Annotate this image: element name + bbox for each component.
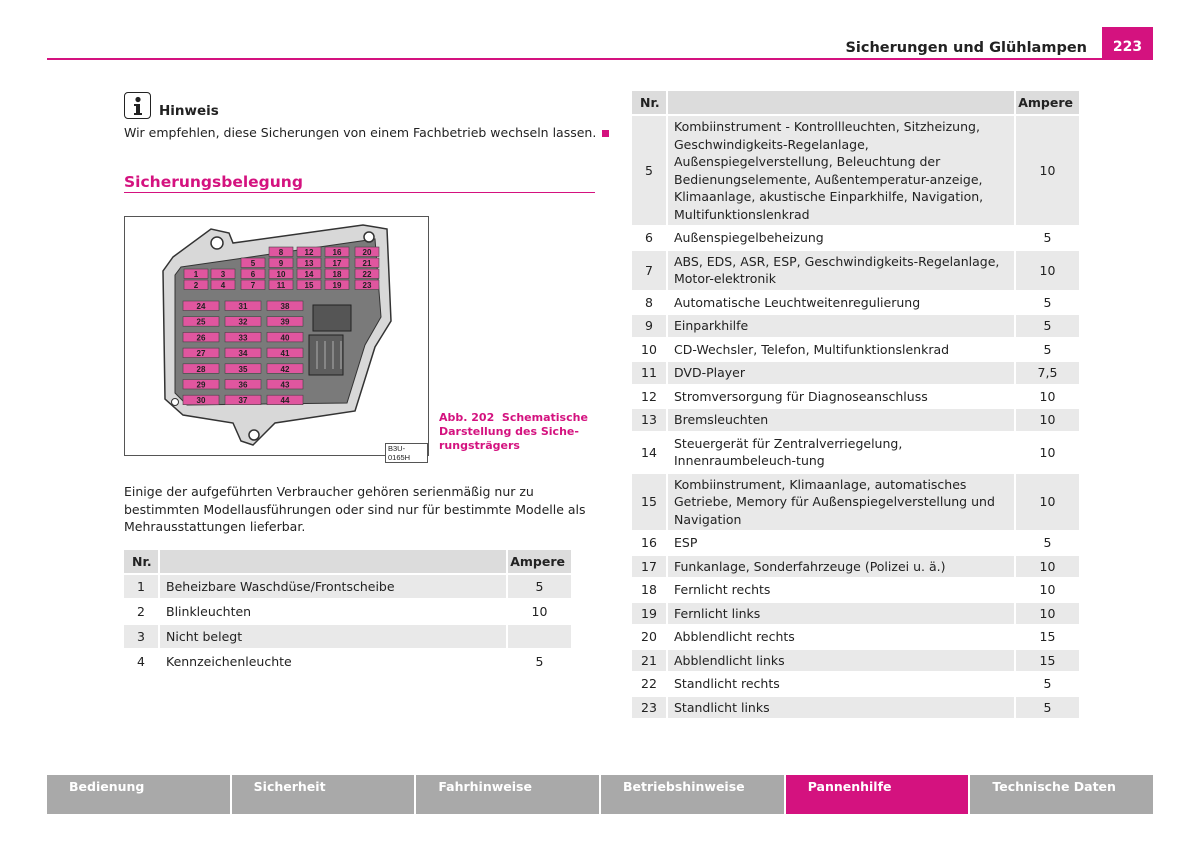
cell-desc: Automatische Leuchtweitenregulierung [667,291,1015,315]
cell-desc: Fernlicht rechts [667,578,1015,602]
cell-ampere [507,624,572,649]
cell-desc: Steuergerät für Zentralverriegelung, Innenraumbeleuch-tung [667,432,1015,473]
cell-ampere: 5 [507,649,572,674]
fuse-label: 24 [196,302,206,311]
cell-ampere: 5 [1015,696,1080,720]
chapter-tab[interactable]: Sicherheit [232,775,415,814]
cell-ampere: 5 [507,574,572,599]
fuse-label: 25 [196,317,206,327]
table-row [632,578,1080,602]
cell-desc: Standlicht rechts [667,672,1015,696]
fuse-label: 35 [238,364,248,374]
note-text [124,125,609,140]
chapter-tab[interactable]: Pannenhilfe [786,775,969,814]
cell-ampere: 15 [1015,649,1080,673]
fuse-label: 38 [280,302,290,311]
cell-ampere: 10 [507,599,572,624]
cell-ampere: 10 [1015,432,1080,473]
section-title: Sicherungsbelegung [124,173,303,191]
table-row [124,624,572,649]
cell-ampere: 5 [1015,531,1080,555]
fuse-label: 22 [362,270,372,279]
fuse-label: 8 [278,248,284,257]
fuse-label: 29 [196,380,206,390]
cell-nr: 5 [632,115,667,226]
table-row [632,250,1080,291]
cell-desc: CD-Wechsler, Telefon, Multifunktionslenkrad [667,338,1015,362]
cell-nr: 4 [124,649,159,674]
figure-code: B3U-0165H [385,443,428,463]
cell-desc: Bremsleuchten [667,408,1015,432]
fuse-label: 9 [278,259,284,268]
cell-nr: 16 [632,531,667,555]
chapter-tab[interactable]: Fahrhinweise [416,775,599,814]
col-header-ampere: Ampere [1015,91,1080,115]
fuse-label: 18 [332,270,342,279]
info-icon [124,92,151,119]
header-rule [47,58,1153,60]
cell-desc: Abblendlicht rechts [667,625,1015,649]
page-header-title: Sicherungen und Glühlampen [845,40,1087,56]
fuse-label: 32 [238,317,248,327]
fuse-label: 15 [304,281,314,290]
cell-ampere: 5 [1015,672,1080,696]
fuse-label: 43 [280,380,290,390]
cell-nr: 19 [632,602,667,626]
fuse-label: 4 [220,281,226,290]
table-row [632,473,1080,532]
cell-ampere: 5 [1015,314,1080,338]
table-row [632,361,1080,385]
cell-ampere: 7,5 [1015,361,1080,385]
fuse-box-figure [124,216,429,462]
cell-nr: 7 [632,250,667,291]
cell-ampere: 15 [1015,625,1080,649]
cell-ampere: 5 [1015,226,1080,250]
cell-desc: Außenspiegelbeheizung [667,226,1015,250]
cell-ampere: 5 [1015,338,1080,362]
fuse-label: 37 [238,396,248,406]
table-row [632,314,1080,338]
fuse-label: 28 [196,364,206,374]
cell-ampere: 5 [1015,291,1080,315]
caption-label: Abb. 202 [439,411,495,424]
cell-desc: DVD-Player [667,361,1015,385]
table-row [632,672,1080,696]
fuse-label: 40 [280,333,290,343]
table-row [632,115,1080,226]
cell-ampere: 10 [1015,555,1080,579]
cell-ampere: 10 [1015,250,1080,291]
cell-desc: Kombiinstrument - Kontrollleuchten, Sitzheizung, Geschwindigkeits-Regelanlage, Außenspiegelverstellung, Beleuchtung der Bedienungselemente, Außentemperatur-anzeige, Klimaanlage, akustische Einparkhilfe, Navigation, Multifunktionslenkrad [667,115,1015,226]
fuse-label: 31 [238,302,248,311]
cell-nr: 3 [124,624,159,649]
fuse-label: 7 [250,281,256,290]
cell-nr: 11 [632,361,667,385]
mounting-hole [172,399,179,406]
cell-desc: Stromversorgung für Diagnoseanschluss [667,385,1015,409]
fuse-label: 33 [238,333,248,343]
cell-nr: 8 [632,291,667,315]
cell-desc: Beheizbare Waschdüse/Frontscheibe [159,574,507,599]
table-row [632,555,1080,579]
cell-ampere: 10 [1015,115,1080,226]
table-row [124,574,572,599]
fuse-label: 20 [362,248,372,257]
chapter-tab[interactable]: Betriebshinweise [601,775,784,814]
cell-desc: Kombiinstrument, Klimaanlage, automatisches Getriebe, Memory für Außenspiegelverstellung und Navigation [667,473,1015,532]
cell-nr: 10 [632,338,667,362]
cell-desc: Standlicht links [667,696,1015,720]
cell-nr: 9 [632,314,667,338]
end-marker-icon [602,130,609,137]
cell-desc: Fernlicht links [667,602,1015,626]
col-header-desc [159,550,507,574]
cell-nr: 2 [124,599,159,624]
cell-nr: 1 [124,574,159,599]
table-row [632,696,1080,720]
cell-ampere: 10 [1015,578,1080,602]
fuse-label: 5 [250,259,256,268]
mounting-hole [211,237,223,249]
fuse-label: 42 [280,364,290,374]
cell-nr: 22 [632,672,667,696]
figure-caption [439,411,589,453]
cell-desc: Kennzeichenleuchte [159,649,507,674]
table-row [632,226,1080,250]
fuse-label: 1 [193,270,199,279]
cell-nr: 14 [632,432,667,473]
col-header-nr: Nr. [632,91,667,115]
cell-desc: ESP [667,531,1015,555]
note-text-content: Wir empfehlen, diese Sicherungen von einem Fachbetrieb wechseln lassen. [124,125,597,140]
fuse-table-1 [124,550,573,675]
fuse-label: 11 [276,281,286,290]
table-row [632,649,1080,673]
table-row [632,338,1080,362]
fuse-label: 13 [304,259,314,268]
fuse-label: 23 [362,281,372,290]
table-row [632,291,1080,315]
cell-nr: 17 [632,555,667,579]
section-rule [124,192,595,193]
relay-block [313,305,351,331]
caption-text: Schematische Darstellung des Siche-rungsträgers [439,411,588,452]
mounting-hole [249,430,259,440]
fuse-table-2 [632,91,1081,720]
cell-desc: Einparkhilfe [667,314,1015,338]
chapter-tabs [47,775,1153,814]
fuse-box-diagram [125,217,428,455]
fuse-label: 34 [238,349,248,359]
table-row [632,602,1080,626]
cell-nr: 20 [632,625,667,649]
page-number: 223 [1102,27,1153,60]
table-row [632,432,1080,473]
fuse-label: 39 [280,317,290,327]
cell-ampere: 10 [1015,408,1080,432]
cell-desc: Funkanlage, Sonderfahrzeuge (Polizei u. ä.) [667,555,1015,579]
col-header-nr: Nr. [124,550,159,574]
cell-nr: 18 [632,578,667,602]
fuse-label: 17 [332,259,342,268]
cell-nr: 23 [632,696,667,720]
fuse-label: 3 [220,270,226,279]
fuse-label: 41 [280,349,290,359]
cell-ampere: 10 [1015,385,1080,409]
cell-ampere: 10 [1015,602,1080,626]
table-row [632,385,1080,409]
chapter-tab[interactable]: Bedienung [47,775,230,814]
cell-desc: Nicht belegt [159,624,507,649]
fuse-label: 10 [276,270,286,279]
cell-nr: 12 [632,385,667,409]
col-header-desc [667,91,1015,115]
mounting-hole [364,232,374,242]
cell-nr: 21 [632,649,667,673]
fuse-label: 19 [332,281,342,290]
fuse-label: 26 [196,333,206,343]
table-row [632,625,1080,649]
fuse-label: 36 [238,380,248,390]
fuse-label: 44 [280,396,290,406]
cell-nr: 13 [632,408,667,432]
cell-desc: ABS, EDS, ASR, ESP, Geschwindigkeits-Regelanlage, Motor-elektronik [667,250,1015,291]
cell-nr: 15 [632,473,667,532]
fuse-label: 30 [196,396,206,406]
intro-text: Einige der aufgeführten Verbraucher gehören serienmäßig nur zu bestimmten Modellausführungen oder sind nur für bestimmte Modelle als Mehrausstattungen lieferbar. [124,484,586,534]
table-row [632,408,1080,432]
cell-desc: Abblendlicht links [667,649,1015,673]
chapter-tab[interactable]: Technische Daten [970,775,1153,814]
cell-ampere: 10 [1015,473,1080,532]
fuse-label: 6 [250,270,256,279]
note-title: Hinweis [159,103,219,119]
table-row [124,649,572,674]
table-row [632,531,1080,555]
table-row [124,599,572,624]
fuse-label: 14 [304,270,314,279]
fuse-label: 2 [193,281,199,290]
fuse-label: 21 [362,259,372,268]
col-header-ampere: Ampere [507,550,572,574]
fuse-label: 12 [304,248,314,257]
cell-desc: Blinkleuchten [159,599,507,624]
cell-nr: 6 [632,226,667,250]
relay-block [309,335,343,375]
fuse-label: 16 [332,248,342,257]
fuse-label: 27 [196,349,206,359]
